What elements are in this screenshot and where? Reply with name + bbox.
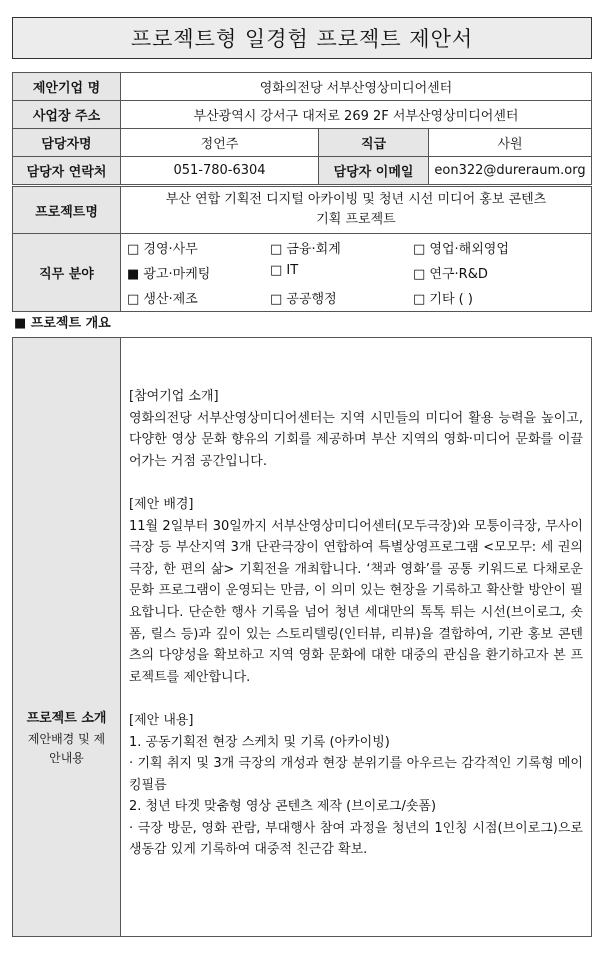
position-value: 사원 [429, 129, 592, 157]
email-value: eon322@dureraum.org [429, 157, 592, 185]
proposal-item-desc: · 극장 방문, 영화 관람, 부대행사 참여 과정을 청년의 1인칭 시점(브이로그)으로 생동감 있게 기록하여 대중적 친근감 확보. [129, 820, 583, 858]
duty-option-public-admin[interactable]: □ 공공행정 [270, 292, 337, 307]
contact-name-label: 담당자명 [13, 129, 121, 157]
company-intro-heading: [참여기업 소개] [129, 389, 219, 404]
table-row [13, 157, 592, 185]
project-table [12, 186, 592, 312]
document-title-box [12, 17, 592, 59]
duty-option-research[interactable]: □ 연구·R&D [413, 267, 488, 282]
proposal-item: 2. 청년 타겟 맞춤형 영상 콘텐츠 제작 (브이로그/숏폼) [129, 799, 437, 815]
phone-value: 051-780-6304 [121, 157, 319, 185]
company-value: 영화의전당 서부산영상미디어센터 [121, 73, 592, 101]
overview-box [12, 337, 592, 937]
proposal-heading: [제안 내용] [129, 712, 194, 728]
background-text: 11월 2일부터 30일까지 서부산영상미디어센터(모두극장)와 모퉁이극장, 무사이극장 등 부산지역 3개 단관극장이 연합하여 특별상영프로그램 <모모무: 세 권의 극장, 한 편의 삶> 기획전을 개최합니다. ‘책과 영화’를 공통 키워드로 다채로운 문화 프로그램이 운영되는 만큼, 이 의미 있는 현장을 기록하고 확산할 방안이 필요합니다. 단순한 행사 기록을 넘어 청년 세대만의 톡톡 튀는 시선(브이로그, 숏폼, 릴스 등)과 깊이 있는 스토리텔링(인터뷰, 리뷰)을 결합하여, 기관 홍보 콘텐츠의 다양성을 확보하고 지역 영화 문화에 대한 대중의 관심을 환기하고자 본 프로젝트를 제안합니다. [129, 518, 583, 685]
company-info-table [12, 72, 592, 185]
overview-label-main: 프로젝트 소개 [26, 710, 107, 726]
project-name-line: 기획 프로젝트 [316, 212, 396, 227]
overview-section-title: ■ 프로젝트 개요 [14, 316, 111, 331]
duty-option-management[interactable]: □ 경영·사무 [127, 242, 198, 257]
email-label: 담당자 이메일 [319, 157, 429, 185]
position-label: 직급 [319, 129, 429, 157]
company-intro-text: 영화의전당 서부산영상미디어센터는 지역 시민들의 미디어 활용 능력을 높이고, 다양한 영상 문화 향유의 기회를 제공하며 부산 지역의 영화·미디어 문화를 이끌어가는 거점 공간입니다. [129, 410, 583, 469]
table-row [13, 187, 592, 234]
duty-options [121, 234, 592, 312]
company-label: 제안기업 명 [13, 73, 121, 101]
project-name-line: 부산 연합 기획전 디지털 아카이빙 및 청년 시선 미디어 홍보 콘텐츠 [165, 192, 547, 207]
duty-option-it[interactable]: □ IT [270, 263, 299, 278]
duty-option-other[interactable]: □ 기타 ( ) [413, 292, 473, 307]
table-row [13, 129, 592, 157]
overview-content [121, 338, 591, 936]
background-heading: [제안 배경] [129, 496, 194, 512]
duty-option-sales[interactable]: □ 영업·해외영업 [413, 242, 509, 257]
project-name-value [121, 187, 592, 234]
overview-label-sub: 제안배경 및 제안내용 [27, 731, 106, 765]
overview-label-cell [13, 338, 121, 936]
proposal-item: 1. 공동기획전 현장 스케치 및 기록 (아카이빙) [129, 734, 390, 750]
phone-label: 담당자 연락처 [13, 157, 121, 185]
duty-option-finance[interactable]: □ 금융·회계 [270, 242, 341, 257]
table-row [13, 73, 592, 101]
table-row [13, 234, 592, 312]
duty-option-marketing[interactable]: ■ 광고·마케팅 [127, 267, 211, 282]
address-value: 부산광역시 강서구 대저로 269 2F 서부산영상미디어센터 [121, 101, 592, 129]
duty-option-production[interactable]: □ 생산·제조 [127, 292, 198, 307]
proposal-item-desc: · 기획 취지 및 3개 극장의 개성과 현장 분위기를 아우르는 감각적인 기록형 메이킹필름 [129, 756, 583, 793]
project-name-label: 프로젝트명 [13, 187, 121, 234]
document-title: 프로젝트형 일경험 프로젝트 제안서 [130, 27, 474, 51]
table-row [13, 101, 592, 129]
address-label: 사업장 주소 [13, 101, 121, 129]
contact-name-value: 정언주 [121, 129, 319, 157]
duty-label: 직무 분야 [13, 234, 121, 312]
